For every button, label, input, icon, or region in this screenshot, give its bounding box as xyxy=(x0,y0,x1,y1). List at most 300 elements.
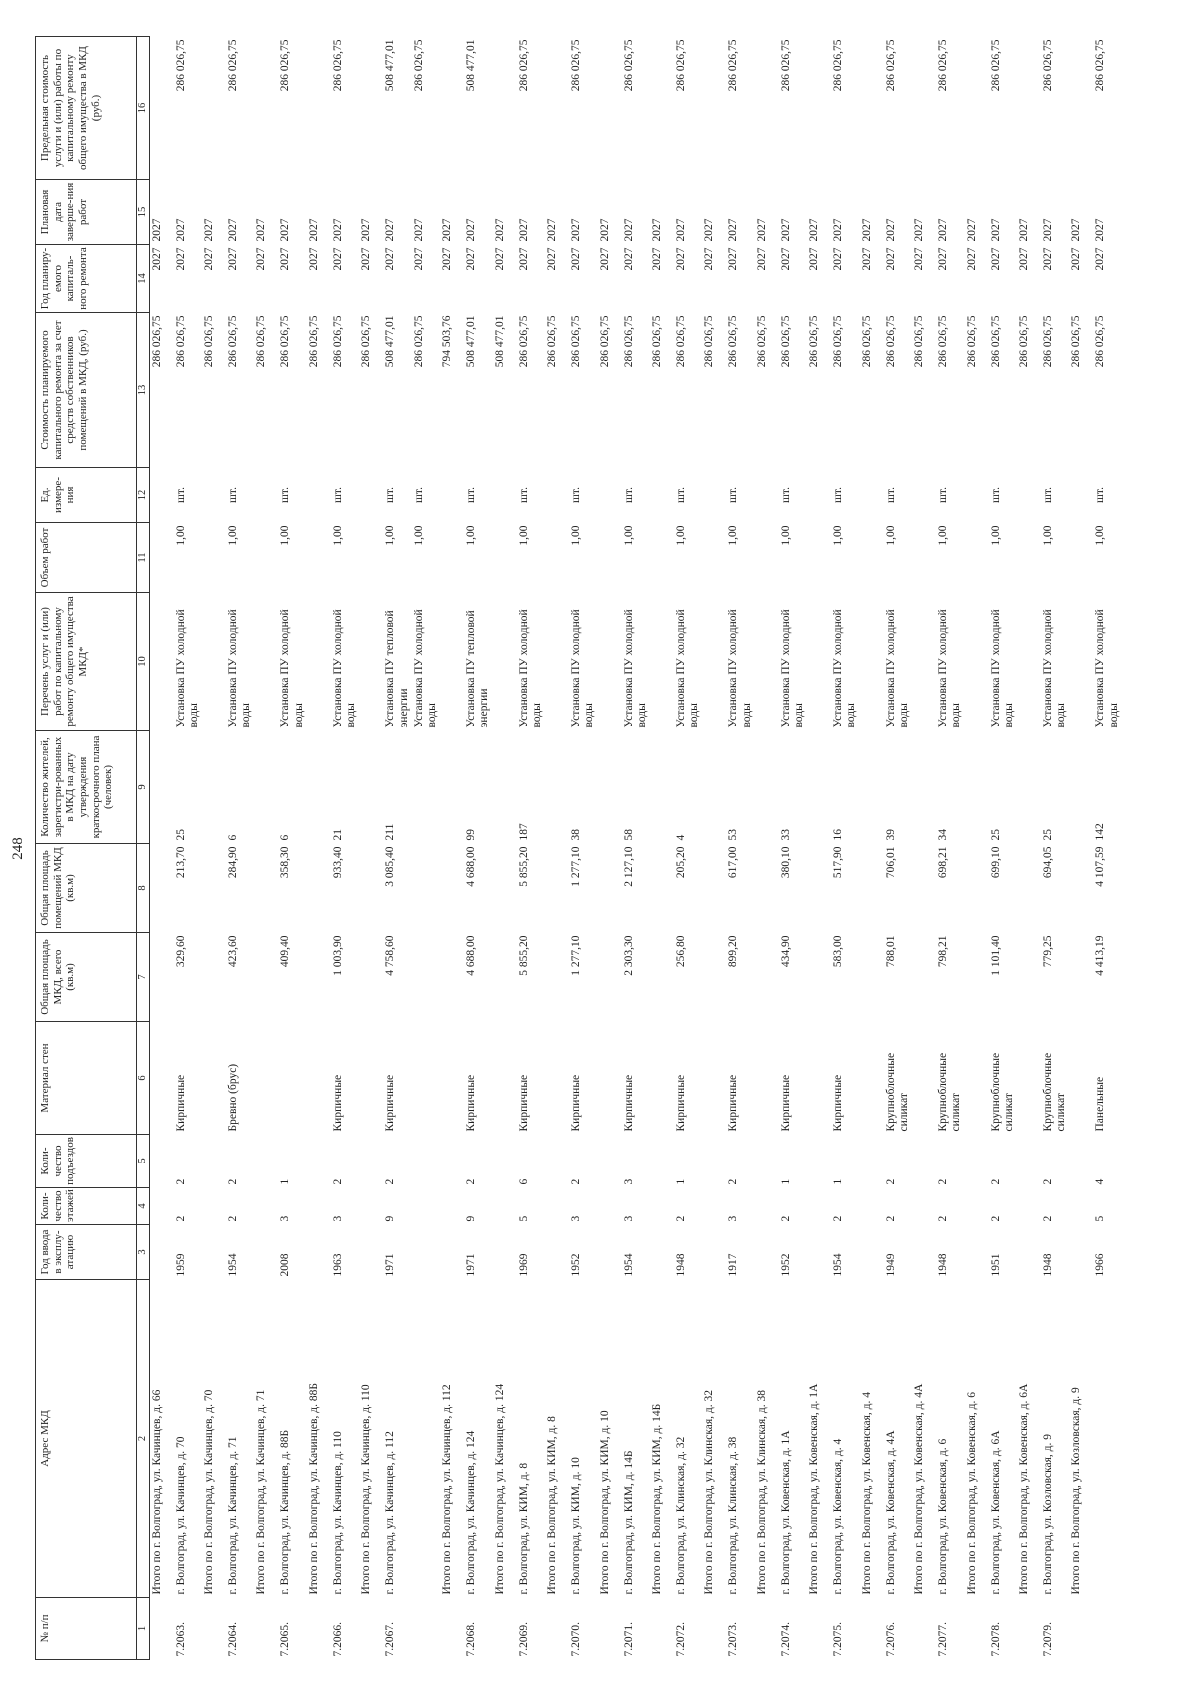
cell-address: Итого по г. Волгоград, ул. Качинцев, д. 88Б xyxy=(307,1383,320,1595)
cell-residents xyxy=(307,731,331,844)
cell-total-area: 4 413,19 xyxy=(1094,935,1107,976)
cell-repair-year: 2027 xyxy=(622,247,635,271)
cell-works-list: Установка ПУ холодной воды xyxy=(1042,609,1068,728)
cell-volume: 1,00 xyxy=(937,525,950,546)
cell-completion-date: 2027 xyxy=(989,218,1002,242)
cell-completion-date: 2027 xyxy=(1094,218,1107,242)
cell-works-list xyxy=(598,593,622,731)
cell-floors xyxy=(307,1188,331,1225)
cell-cost: 286 026,75 xyxy=(360,315,373,368)
column-header-3: Год ввода в эксплу-атацию xyxy=(36,1225,137,1280)
cell-year-built: 1948 xyxy=(937,1253,950,1277)
cell-unit xyxy=(1069,468,1093,523)
total-row xyxy=(755,37,779,1660)
cell-volume: 1,00 xyxy=(279,525,292,546)
cell-address: Итого по г. Волгоград, ул. Клинская, д. 38 xyxy=(755,1389,768,1595)
cell-residents xyxy=(359,731,383,844)
cell-residents: 53 xyxy=(727,829,740,841)
cell-wall-material xyxy=(359,1022,383,1135)
cell-premises-area: 617,00 xyxy=(727,846,740,879)
cell-repair-year: 2027 xyxy=(1042,247,1054,271)
cell-row-number: 7.2077. xyxy=(937,1622,950,1657)
cell-premises-area: 3 085,40 xyxy=(384,846,397,887)
cell-repair-year: 2027 xyxy=(279,247,292,271)
cell-residents: 34 xyxy=(937,829,950,841)
cell-works-list xyxy=(545,593,569,731)
cell-year-built xyxy=(412,1225,440,1280)
table-row xyxy=(622,37,650,1660)
cell-residents xyxy=(1017,731,1041,844)
cell-wall-material: Панельные xyxy=(1094,1076,1107,1132)
cell-year-built xyxy=(807,1225,831,1280)
cell-wall-material xyxy=(254,1022,278,1135)
cell-completion-date: 2027 xyxy=(255,218,268,242)
cell-cost: 794 503,76 xyxy=(441,315,454,368)
column-header-4: Коли-чество этажей xyxy=(36,1188,137,1225)
cell-residents xyxy=(493,731,517,844)
cell-works-list: Установка ПУ холодной воды xyxy=(884,609,910,728)
cell-completion-date: 2027 xyxy=(832,218,845,242)
cell-max-cost xyxy=(807,37,831,180)
cell-volume xyxy=(254,523,278,593)
cell-total-area xyxy=(493,933,517,1022)
cell-unit xyxy=(359,468,383,523)
cell-premises-area: 1 277,10 xyxy=(570,846,583,887)
cell-volume: 1,00 xyxy=(412,525,425,546)
column-header-5: Коли-чество подъездов xyxy=(36,1135,137,1188)
cell-unit xyxy=(440,468,464,523)
cell-wall-material xyxy=(278,1022,306,1135)
cell-total-area xyxy=(1017,933,1041,1022)
cell-volume: 1,00 xyxy=(570,525,583,546)
cell-repair-year: 2027 xyxy=(360,247,373,271)
cell-completion-date: 2027 xyxy=(727,218,740,242)
cell-max-cost xyxy=(254,37,278,180)
cell-row-number: 7.2066. xyxy=(331,1622,344,1657)
cell-address: Итого по г. Волгоград, ул. КИМ, д. 10 xyxy=(598,1410,611,1595)
cell-unit: шт. xyxy=(989,487,1002,503)
cell-max-cost: 286 026,75 xyxy=(832,39,845,92)
cell-volume xyxy=(598,523,622,593)
cell-address: г. Волгоград, ул. Качинцев, д. 71 xyxy=(227,1436,239,1595)
table-row xyxy=(226,37,254,1660)
cell-row-number xyxy=(702,1598,726,1660)
cell-works-list xyxy=(1017,593,1041,731)
cell-cost: 286 026,75 xyxy=(331,315,344,368)
cell-completion-date: 2027 xyxy=(860,218,873,242)
cell-wall-material xyxy=(150,1022,174,1135)
cell-cost: 286 026,75 xyxy=(860,315,873,368)
cell-max-cost: 286 026,75 xyxy=(517,39,530,92)
cell-unit: шт. xyxy=(1042,487,1054,503)
cell-year-built xyxy=(860,1225,884,1280)
table-row xyxy=(569,37,597,1660)
cell-volume xyxy=(965,523,989,593)
cell-address: Итого по г. Волгоград, ул. Ковенская, д. 6А xyxy=(1018,1383,1030,1595)
cell-repair-year: 2027 xyxy=(937,247,950,271)
cell-year-built: 1971 xyxy=(384,1253,397,1277)
cell-unit: шт. xyxy=(412,487,425,503)
cell-floors: 5 xyxy=(517,1215,530,1222)
cell-total-area xyxy=(202,933,226,1022)
cell-entrances: 2 xyxy=(570,1178,583,1185)
cell-completion-date: 2027 xyxy=(703,218,716,242)
cell-works-list: Установка ПУ тепловой энергии xyxy=(465,610,491,728)
cell-year-built: 1954 xyxy=(227,1253,239,1277)
cell-total-area: 779,25 xyxy=(1042,935,1054,968)
cell-completion-date: 2027 xyxy=(884,218,897,242)
column-number-13: 13 xyxy=(137,313,150,468)
cell-repair-year: 2027 xyxy=(227,247,239,271)
cell-entrances: 2 xyxy=(174,1178,187,1185)
total-row xyxy=(359,37,383,1660)
column-number-12: 12 xyxy=(137,468,150,523)
cell-completion-date: 2027 xyxy=(151,218,164,242)
cell-repair-year: 2027 xyxy=(1070,247,1083,271)
cell-row-number xyxy=(150,1598,174,1660)
cell-completion-date: 2027 xyxy=(1042,218,1054,242)
cell-volume xyxy=(202,523,226,593)
total-row xyxy=(493,37,517,1660)
cell-total-area xyxy=(545,933,569,1022)
cell-year-built xyxy=(755,1225,779,1280)
cell-floors: 3 xyxy=(279,1215,292,1222)
cell-cost: 286 026,75 xyxy=(779,315,792,368)
cell-works-list: Установка ПУ тепловой энергии xyxy=(384,610,410,728)
cell-max-cost xyxy=(912,37,936,180)
cell-year-built xyxy=(359,1225,383,1280)
cell-address: г. Волгоград, ул. КИМ, д. 10 xyxy=(570,1457,583,1595)
cell-year-built xyxy=(254,1225,278,1280)
total-row xyxy=(1017,37,1041,1660)
cell-wall-material xyxy=(807,1022,831,1135)
cell-premises-area xyxy=(1069,844,1093,933)
cell-entrances xyxy=(755,1135,779,1188)
cell-residents: 6 xyxy=(227,834,239,841)
cell-entrances: 1 xyxy=(674,1178,687,1185)
cell-wall-material: Бревно (брус) xyxy=(227,1063,239,1132)
cell-completion-date: 2027 xyxy=(965,218,978,242)
cell-max-cost xyxy=(1017,37,1041,180)
cell-premises-area: 933,40 xyxy=(331,846,344,879)
cell-residents: 25 xyxy=(989,829,1002,841)
cell-cost: 286 026,75 xyxy=(174,315,187,368)
cell-cost: 286 026,75 xyxy=(517,315,530,368)
cell-entrances xyxy=(598,1135,622,1188)
cell-cost: 286 026,75 xyxy=(937,315,950,368)
cell-cost: 286 026,75 xyxy=(598,315,611,368)
cell-completion-date: 2027 xyxy=(203,218,215,242)
cell-cost: 508 477,01 xyxy=(384,315,397,368)
total-row xyxy=(202,37,226,1660)
cell-row-number xyxy=(650,1598,674,1660)
cell-total-area xyxy=(702,933,726,1022)
cell-entrances: 1 xyxy=(832,1178,845,1185)
cell-residents xyxy=(860,731,884,844)
cell-residents: 58 xyxy=(622,829,635,841)
cell-repair-year: 2027 xyxy=(331,247,344,271)
cell-works-list xyxy=(202,593,226,731)
cell-completion-date: 2027 xyxy=(1018,218,1030,242)
cell-max-cost: 286 026,75 xyxy=(989,39,1002,92)
cell-premises-area xyxy=(493,844,517,933)
cell-total-area xyxy=(440,933,464,1022)
cell-wall-material xyxy=(965,1022,989,1135)
cell-volume xyxy=(545,523,569,593)
cell-row-number: 7.2076. xyxy=(884,1622,897,1657)
table-row xyxy=(936,37,964,1660)
cell-repair-year: 2027 xyxy=(465,247,478,271)
cell-premises-area: 2 127,10 xyxy=(622,846,635,887)
column-header-13: Стоимость планируемого капитального ремонта за счет средств собственников помещений в МКД, (руб.) xyxy=(36,313,137,468)
cell-total-area xyxy=(307,933,331,1022)
cell-cost: 286 026,75 xyxy=(989,315,1002,368)
cell-floors: 3 xyxy=(727,1215,740,1222)
cell-cost: 286 026,75 xyxy=(1070,315,1083,368)
cell-cost: 508 477,01 xyxy=(493,315,506,368)
cell-unit: шт. xyxy=(727,487,740,503)
cell-cost: 286 026,75 xyxy=(1018,315,1030,368)
total-row xyxy=(702,37,726,1660)
cell-year-built: 1954 xyxy=(622,1253,635,1277)
cell-premises-area xyxy=(359,844,383,933)
cell-repair-year: 2027 xyxy=(570,247,583,271)
cell-residents xyxy=(807,731,831,844)
cell-entrances xyxy=(912,1135,936,1188)
cell-completion-date: 2027 xyxy=(674,218,687,242)
cell-cost: 286 026,75 xyxy=(279,315,292,368)
cell-max-cost xyxy=(493,37,517,180)
cell-entrances xyxy=(359,1135,383,1188)
cell-works-list xyxy=(807,593,831,731)
cell-wall-material: Крупноблочные силикат xyxy=(989,1052,1015,1132)
cell-entrances: 2 xyxy=(989,1178,1002,1185)
column-number-4: 4 xyxy=(137,1188,150,1225)
table-body xyxy=(150,37,1122,1660)
cell-floors xyxy=(650,1188,674,1225)
column-number-10: 10 xyxy=(137,593,150,731)
cell-address: Итого по г. Волгоград, ул. Качинцев, д. 112 xyxy=(441,1384,454,1595)
table-row xyxy=(412,37,440,1660)
cell-unit xyxy=(807,468,831,523)
cell-repair-year: 2027 xyxy=(412,247,425,271)
cell-repair-year: 2027 xyxy=(832,247,845,271)
cell-volume xyxy=(359,523,383,593)
cell-volume: 1,00 xyxy=(622,525,635,546)
cell-floors: 2 xyxy=(1042,1215,1054,1222)
cell-entrances: 6 xyxy=(517,1178,530,1185)
cell-volume xyxy=(150,523,174,593)
cell-completion-date: 2027 xyxy=(755,218,768,242)
cell-max-cost: 286 026,75 xyxy=(937,39,950,92)
cell-works-list: Установка ПУ холодной воды xyxy=(622,609,648,728)
cell-wall-material xyxy=(440,1022,464,1135)
cell-residents: 39 xyxy=(884,829,897,841)
cell-year-built xyxy=(702,1225,726,1280)
cell-address: г. Волгоград, ул. Ковенская, д. 1А xyxy=(779,1430,792,1595)
cell-address xyxy=(412,1280,440,1598)
cell-row-number xyxy=(359,1598,383,1660)
cell-floors: 2 xyxy=(832,1215,845,1222)
cell-repair-year: 2027 xyxy=(174,247,187,271)
cell-row-number xyxy=(965,1598,989,1660)
cell-unit: шт. xyxy=(1094,487,1107,503)
cell-volume: 1,00 xyxy=(779,525,792,546)
cell-max-cost: 286 026,75 xyxy=(674,39,687,92)
cell-repair-year: 2027 xyxy=(151,247,164,271)
cell-year-built: 1949 xyxy=(884,1253,897,1277)
cell-floors xyxy=(254,1188,278,1225)
cell-max-cost: 508 477,01 xyxy=(384,39,397,92)
cell-volume: 1,00 xyxy=(884,525,897,546)
column-header-12: Ед. измере-ния xyxy=(36,468,137,523)
cell-works-list xyxy=(359,593,383,731)
total-row xyxy=(860,37,884,1660)
cell-row-number xyxy=(440,1598,464,1660)
cell-unit xyxy=(150,468,174,523)
cell-wall-material: Кирпичные xyxy=(517,1074,530,1132)
cell-works-list xyxy=(440,593,464,731)
cell-total-area: 409,40 xyxy=(279,935,292,968)
cell-max-cost: 286 026,75 xyxy=(1094,39,1107,92)
cell-cost: 508 477,01 xyxy=(465,315,478,368)
total-row xyxy=(912,37,936,1660)
cell-unit: шт. xyxy=(622,487,635,503)
cell-repair-year: 2027 xyxy=(546,247,559,271)
cell-wall-material xyxy=(650,1022,674,1135)
cell-row-number: 7.2071. xyxy=(622,1622,635,1657)
cell-total-area xyxy=(912,933,936,1022)
cell-wall-material: Кирпичные xyxy=(465,1074,478,1132)
page-number: 248 xyxy=(10,837,26,860)
table-row xyxy=(884,37,912,1660)
cell-unit xyxy=(545,468,569,523)
cell-volume: 1,00 xyxy=(465,525,478,546)
cell-residents: 6 xyxy=(279,834,292,841)
cell-residents: 16 xyxy=(832,829,845,841)
cell-completion-date: 2027 xyxy=(360,218,373,242)
total-row xyxy=(598,37,622,1660)
cell-volume xyxy=(307,523,331,593)
column-number-row xyxy=(137,37,150,1660)
cell-cost: 286 026,75 xyxy=(570,315,583,368)
table-row xyxy=(726,37,754,1660)
cell-cost: 286 026,75 xyxy=(913,315,926,368)
cell-unit: шт. xyxy=(331,487,344,503)
cell-residents: 33 xyxy=(779,829,792,841)
cell-residents xyxy=(702,731,726,844)
cell-residents: 211 xyxy=(384,823,397,841)
cell-row-number: 7.2078. xyxy=(989,1622,1002,1657)
cell-residents xyxy=(440,731,464,844)
cell-repair-year: 2027 xyxy=(255,247,268,271)
total-row xyxy=(307,37,331,1660)
cell-premises-area: 380,10 xyxy=(779,846,792,879)
cell-total-area xyxy=(412,933,440,1022)
cell-row-number: 7.2075. xyxy=(832,1622,845,1657)
cell-repair-year: 2027 xyxy=(860,247,873,271)
cell-residents xyxy=(965,731,989,844)
cell-row-number xyxy=(307,1598,331,1660)
cell-floors: 5 xyxy=(1094,1215,1107,1222)
cell-year-built: 1959 xyxy=(174,1253,187,1277)
cell-entrances xyxy=(307,1135,331,1188)
cell-repair-year: 2027 xyxy=(989,247,1002,271)
cell-address: Итого по г. Волгоград, ул. КИМ, д. 8 xyxy=(546,1416,559,1595)
cell-address: Итого по г. Волгоград, ул. Качинцев, д. 71 xyxy=(255,1389,268,1595)
cell-total-area: 1 101,40 xyxy=(989,935,1002,976)
cell-row-number xyxy=(202,1598,226,1660)
column-header-16: Предельная стоимость услуги и (или) работы по капитальному ремонту общего имущества в МКД (руб.) xyxy=(36,37,137,180)
cell-address: Итого по г. Волгоград, ул. Качинцев, д. 70 xyxy=(203,1389,215,1595)
cell-volume xyxy=(860,523,884,593)
cell-cost: 286 026,75 xyxy=(808,315,821,368)
cell-year-built xyxy=(1069,1225,1093,1280)
cell-entrances xyxy=(150,1135,174,1188)
cell-premises-area xyxy=(254,844,278,933)
cell-completion-date: 2027 xyxy=(598,218,611,242)
cell-premises-area: 698,21 xyxy=(937,846,950,879)
cell-works-list: Установка ПУ холодной воды xyxy=(937,609,963,728)
column-number-16: 16 xyxy=(137,37,150,180)
cell-residents: 187 xyxy=(517,823,530,841)
cell-completion-date: 2027 xyxy=(174,218,187,242)
cell-entrances: 2 xyxy=(727,1178,740,1185)
cell-floors xyxy=(150,1188,174,1225)
cell-total-area: 2 303,30 xyxy=(622,935,635,976)
cell-address: г. Волгоград, ул. Качинцев, д. 70 xyxy=(174,1436,187,1595)
cell-works-list: Установка ПУ холодной воды xyxy=(570,609,596,728)
cell-row-number xyxy=(755,1598,779,1660)
cell-completion-date: 2027 xyxy=(570,218,583,242)
cell-address: Итого по г. Волгоград, ул. Ковенская, д. 4А xyxy=(913,1383,926,1595)
cell-volume xyxy=(493,523,517,593)
cell-max-cost: 286 026,75 xyxy=(412,39,425,92)
cell-repair-year: 2027 xyxy=(384,247,397,271)
cell-floors xyxy=(702,1188,726,1225)
cell-volume: 1,00 xyxy=(227,525,239,546)
cell-works-list xyxy=(755,593,779,731)
cell-total-area xyxy=(254,933,278,1022)
cell-cost: 286 026,75 xyxy=(412,315,425,368)
cell-completion-date: 2027 xyxy=(808,218,821,242)
table-row xyxy=(464,37,492,1660)
cell-row-number: 7.2072. xyxy=(674,1622,687,1657)
cell-year-built xyxy=(965,1225,989,1280)
column-header-9: Количество жителей, зарегистри-рованных в МКД на дату утверждения краткосрочного плана (человек) xyxy=(36,731,137,844)
cell-entrances xyxy=(807,1135,831,1188)
cell-address: г. Волгоград, ул. Качинцев, д. 124 xyxy=(465,1430,478,1595)
cell-entrances xyxy=(1069,1135,1093,1188)
cell-residents xyxy=(755,731,779,844)
cell-unit: шт. xyxy=(517,487,530,503)
cell-works-list: Установка ПУ холодной воды xyxy=(674,609,701,728)
cell-row-number: 7.2079. xyxy=(1042,1622,1054,1657)
cell-premises-area xyxy=(307,844,331,933)
cell-unit xyxy=(1017,468,1041,523)
cell-row-number xyxy=(1093,1598,1121,1660)
cell-volume: 1,00 xyxy=(674,525,687,546)
cell-unit: шт. xyxy=(384,487,397,503)
cell-repair-year: 2027 xyxy=(441,247,454,271)
cell-address: г. Волгоград, ул. Ковенская, д. 6 xyxy=(937,1438,950,1595)
cell-repair-year: 2027 xyxy=(517,247,530,271)
cell-wall-material: Крупноблочные силикат xyxy=(937,1052,963,1132)
cell-entrances xyxy=(202,1135,226,1188)
cell-total-area: 4 758,60 xyxy=(384,935,397,976)
cell-repair-year: 2027 xyxy=(598,247,611,271)
cell-repair-year: 2027 xyxy=(755,247,768,271)
